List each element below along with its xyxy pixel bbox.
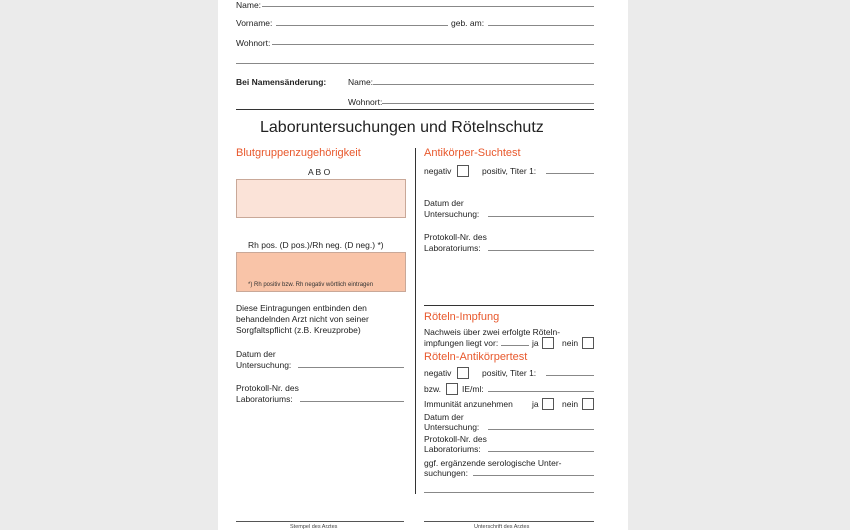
disclaimer-line-2: behandelnden Arzt nicht von seiner: [236, 314, 369, 324]
name-line: [262, 6, 594, 7]
wohnort-line-2: [236, 63, 594, 64]
nachweis-line-1: Nachweis über zwei erfolgte Röteln-: [424, 327, 561, 337]
rak-protokoll-label-1: Protokoll-Nr. des: [424, 434, 487, 444]
rh-note: *) Rh positiv bzw. Rh negativ wörtlich eintragen: [248, 282, 374, 288]
ja-checkbox[interactable]: [542, 337, 554, 349]
vorname-line: [276, 25, 448, 26]
wohnort2-label: Wohnort:: [348, 97, 383, 107]
column-divider: [415, 148, 416, 494]
ja-label: ja: [532, 338, 539, 348]
bzw-checkbox[interactable]: [446, 383, 458, 395]
negativ-checkbox[interactable]: [457, 165, 469, 177]
serol-line: [473, 475, 594, 476]
left-datum-label-2: Untersuchung:: [236, 360, 292, 370]
wohnort2-line: [382, 103, 594, 104]
rak-protokoll-label-2: Laboratoriums:: [424, 444, 481, 454]
impfung-heading: Röteln-Impfung: [424, 311, 500, 323]
left-datum-label-1: Datum der: [236, 349, 276, 359]
nein-label: nein: [562, 338, 579, 348]
negativ-label: negativ: [424, 166, 452, 176]
geb-line: [488, 25, 594, 26]
nein2-label: nein: [562, 399, 579, 409]
rak-datum-line: [488, 429, 594, 430]
ja2-checkbox[interactable]: [542, 398, 554, 410]
serol-line-1: ggf. ergänzende serologische Unter-: [424, 458, 562, 468]
nein-checkbox[interactable]: [582, 337, 594, 349]
right-protokoll-line: [488, 250, 594, 251]
name-label: Name:: [236, 0, 262, 10]
left-protokoll-line: [300, 401, 404, 402]
abo-field[interactable]: [236, 179, 406, 218]
page-title: Laboruntersuchungen und Rötelnschutz: [260, 119, 544, 136]
unterschrift-label: Unterschrift des Arztes: [474, 524, 530, 530]
ja2-label: ja: [532, 399, 539, 409]
nachweis-line-2: impfungen liegt vor:: [424, 338, 499, 348]
stempel-line: [236, 521, 404, 522]
bzw-label: bzw.: [424, 384, 442, 394]
left-datum-line: [298, 367, 404, 368]
namensaenderung-label: Bei Namensänderung:: [236, 77, 327, 87]
form-sheet: [218, 0, 628, 530]
vorname-label: Vorname:: [236, 18, 273, 28]
left-protokoll-label-1: Protokoll-Nr. des: [236, 383, 299, 393]
top-divider: [236, 109, 594, 110]
rak-datum-label-2: Untersuchung:: [424, 422, 480, 432]
ieml-label: IE/ml:: [462, 384, 484, 394]
rak-titer-line: [546, 375, 594, 376]
rak-protokoll-line: [488, 451, 594, 452]
abo-label: A B O: [308, 167, 331, 177]
right-datum-line: [488, 216, 594, 217]
left-protokoll-label-2: Laboratoriums:: [236, 394, 293, 404]
wohnort-label: Wohnort:: [236, 38, 271, 48]
name2-label: Name:: [348, 77, 374, 87]
rak-negativ-label: negativ: [424, 368, 452, 378]
nachweis-line: [501, 345, 529, 346]
right-datum-label-1: Datum der: [424, 198, 464, 208]
unterschrift-line: [424, 521, 594, 522]
right-protokoll-label-1: Protokoll-Nr. des: [424, 232, 487, 242]
rak-negativ-checkbox[interactable]: [457, 367, 469, 379]
positiv-titer-label: positiv, Titer 1:: [482, 166, 537, 176]
ieml-line: [488, 391, 594, 392]
rak-datum-label-1: Datum der: [424, 412, 464, 422]
serol-line-2-blank: [424, 492, 594, 493]
blood-group-heading: Blutgruppenzugehörigkeit: [236, 147, 361, 159]
right-section-divider: [424, 305, 594, 306]
stempel-label: Stempel des Arztes: [290, 524, 338, 530]
rh-label: Rh pos. (D pos.)/Rh neg. (D neg.) *): [248, 240, 384, 250]
disclaimer-line-3: Sorgfaltspflicht (z.B. Kreuzprobe): [236, 325, 361, 335]
name2-line: [373, 84, 594, 85]
right-protokoll-label-2: Laboratoriums:: [424, 243, 481, 253]
rak-positiv-label: positiv, Titer 1:: [482, 368, 537, 378]
titer-line: [546, 173, 594, 174]
rak-heading: Röteln-Antikörpertest: [424, 351, 528, 363]
geb-label: geb. am:: [451, 18, 485, 28]
disclaimer-line-1: Diese Eintragungen entbinden den: [236, 303, 367, 313]
immun-label: Immunität anzunehmen: [424, 399, 513, 409]
wohnort-line: [272, 44, 594, 45]
antibody-heading: Antikörper-Suchtest: [424, 147, 521, 159]
right-datum-label-2: Untersuchung:: [424, 209, 480, 219]
serol-line-2: suchungen:: [424, 468, 468, 478]
nein2-checkbox[interactable]: [582, 398, 594, 410]
